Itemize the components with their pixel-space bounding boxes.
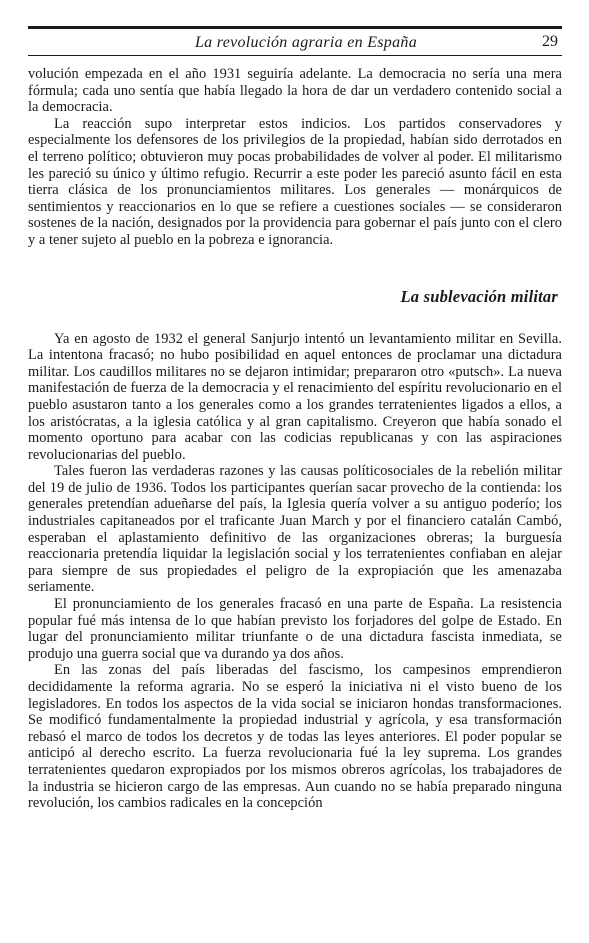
running-title: La revolución agraria en España [194,34,417,51]
paragraph: Ya en agosto de 1932 el general Sanjurjo intentó un levantamiento militar en Sevilla. La intentona fracasó; no hubo posibilidad en aquel entonces de proclamar una dictadura militar. Los caudillos militares no se dejaron intimidar; prepararon otro «putsch». La nueva manifestación de fuerza de la democracia y el renacimiento del espíritu revolucionario en el pueblo asustaron tanto a los generales como a los grandes terratenientes ligados a ellos, a los aristócratas, a la iglesia católica y al gran capitalismo. Creyeron que había sonado el momento oportuno para acabar con las codicias republicanas y con las aspiraciones revolucionarias del pueblo. [28,330,562,463]
paragraph: La reacción supo interpretar estos indicios. Los partidos conservadores y especialmente los defensores de los privilegios de la propiedad, habían sido derrotados en el terreno político; obtuvieron muy pocas probabilidades de volver al poder. El militarismo les pareció su único y último refugio. Recurrir a este poder les pareció asunto fácil en esta tierra clásica de los pronunciamientos militares. Los generales — monárquicos de sentimientos y reaccionarios en lo que se refiere a cuestiones sociales — se consideraron sostenes de la nación, designados por la providencia para gobernar el país junto con el clero y a tener sujeto al pueblo en la pobreza e ignorancia. [28,115,562,248]
paragraph: En las zonas del país liberadas del fascismo, los campesinos emprendieron decididamente la reforma agraria. No se esperó la iniciativa ni el visto bueno de los legisladores. En todos los aspectos de la vida social se iniciaron hondas transformaciones. Se modificó fundamentalmente la propiedad industrial y agrícola, y esa transformación rebasó el marco de todos los decretos y de todas las leyes anteriores. El poder popular se anticipó al derecho escrito. La fuerza revolucionaria fué la ley suprema. Los grandes terratenientes quedaron expropiados por los mismos obreros agrícolas, los trabajadores de la industria se hicieron cargo de las empresas. Aun cuando no se había preparado ninguna revolución, los cambios radicales en la concepción [28,662,562,812]
page-number: 29 [542,33,558,50]
paragraph: El pronunciamiento de los generales fracasó en una parte de España. La resistencia popular fué más intensa de lo que habían previsto los forjadores del golpe de Estado. En lugar del pronunciamiento militar triunfante o de una dictadura fascista inmediata, se produjo una guerra social que va durando ya dos años. [28,596,562,662]
paragraph: Tales fueron las verdaderas razones y las causas políticosociales de la rebelión militar del 19 de julio de 1936. Todos los participantes querían sacar provecho de la contienda: los generales pretendían adueñarse del país, la Iglesia quería volver a su antiguo poderío; los industriales capitaneados por el traficante Juan March y por el financiero catalán Cambó, esperaban el aplastamiento definitivo de las organizaciones obreras; la burguesía reaccionaria pretendía liquidar la legislación social y los terratenientes confiaban en alejar para siempre de sus propiedades el peligro de la expropiación que les amenazaba seriamente. [28,463,562,596]
running-header [28,29,562,56]
body-text [28,66,562,812]
paragraph-continued: volución empezada en el año 1931 seguiría adelante. La democracia no sería una mera fórmula; cada uno sentía que había llegado la hora de dar un verdadero contenido social a la democracia. [28,66,562,116]
section-heading: La sublevación militar [400,286,558,306]
book-page [28,26,562,812]
